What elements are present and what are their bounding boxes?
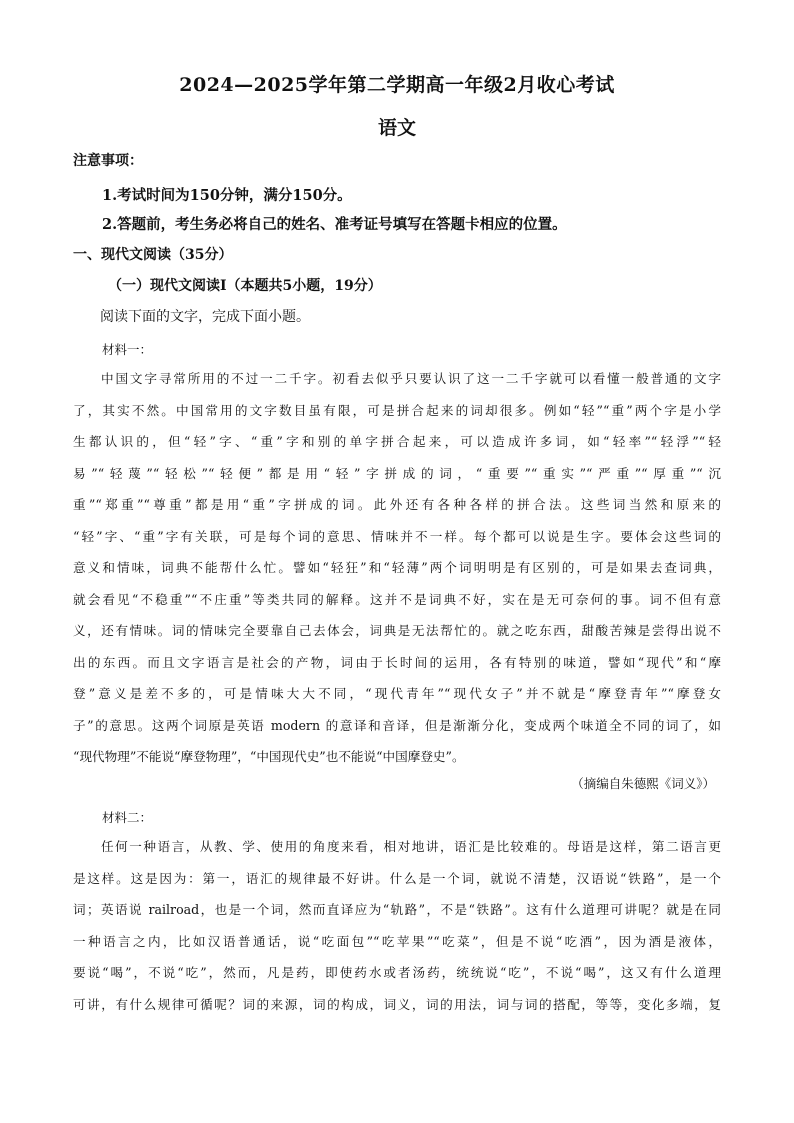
exam-title: 2024—2025学年第二学期高一年级2月收心考试 [179,74,615,96]
exam-subject: 语文 [377,117,416,139]
text-line: 是这样。这是因为：第一，语汇的规律最不好讲。什么是一个词，就说不清楚，汉语说“铁路”，是一个 [73,870,721,886]
text-line: 意义和情味，词典不能帮什么忙。譬如“轻狂”和“轻薄”两个词明明是有区别的，可是如果去查词典， [73,560,721,575]
text-line: 任何一种语言，从教、学、使用的角度来看，相对地讲，语汇是比较难的。母语是这样，第二语言更 [101,839,721,854]
text-line: 子”的意思。这两个词原是英语 modern 的意译和音译，但是渐渐分化，变成两个味道全不同的词了，如 [73,717,721,733]
text-line: 词；英语说 railroad，也是一个词，然而直译应为“轨路”，不是“铁路”。这有什么道理可讲呢？就是在同 [73,902,721,917]
material-1-text [73,363,721,773]
text-line: 生都认识的，但“轻”字、“重”字和别的单字拼合起来，可以造成许多词，如“轻率”“轻浮”“轻 [73,434,721,449]
text-line: “轻”字、“重”字有关联，可是每个词的意思、情味并不一样。每个都可以说是生字。要体会这些词的 [73,528,721,544]
material-1-label: 材料一： [102,342,153,357]
notice-item-2: 2.答题前，考生务必将自己的姓名、准考证号填写在答题卡相应的位置。 [102,216,567,233]
text-line: “现代物理”不能说“摩登物理”，“中国现代史”也不能说“中国摩登史”。 [73,749,465,764]
reading-instruction: 阅读下面的文字，完成下面小题。 [100,309,310,325]
material-2-text [73,831,721,1020]
text-line: 中国文字寻常所用的不过一二千字。初看去似乎只要认识了这一二千字就可以看懂一般普通的文字 [101,371,721,386]
text-line: 就会看见“不稳重”“不庄重”等类共同的解释。这并不是词典不好，实在是无可奈何的事。词不但有意 [73,591,721,607]
text-line: 一种语言之内，比如汉语普通话，说“吃面包”“吃苹果”“吃菜”，但是不说“吃酒”，因为酒是液体， [73,933,721,949]
text-line: 登”意义是差不多的，可是情味大大不同，“现代青年”“现代女子”并不就是“摩登青年”“摩登女 [73,686,721,701]
section-heading: 一、现代文阅读（35分） [73,247,233,263]
notice-item-1: 1.考试时间为150分钟，满分150分。 [102,187,352,204]
text-line: 了，其实不然。中国常用的文字数目虽有限，可是拼合起来的词却很多。例如“轻”“重”两个字是小学 [73,402,721,418]
text-line: 易”“轻蔑”“轻松”“轻便”都是用“轻”字拼成的词，“重要”“重实”“严重”“厚重”“沉 [73,465,721,481]
notice-heading: 注意事项： [73,153,143,169]
text-line: 出的东西。而且文字语言是社会的产物，词由于长时间的运用，各有特别的味道，譬如“现代”和“摩 [73,654,721,670]
material-1-source: （摘编自朱德熙《词义》） [571,776,715,791]
material-2-label: 材料二： [102,810,153,825]
text-line: 重”“郑重”“尊重”都是用“重”字拼成的词。此外还有各种各样的拼合法。这些词当然和原来的 [73,497,721,512]
subsection-heading: （一）现代文阅读Ⅰ（本题共5小题，19分） [108,278,382,294]
text-line: 义，还有情味。词的情味完全要靠自己去体会，词典是无法帮忙的。就之吃东西，甜酸苦辣是尝得出说不 [73,623,721,638]
text-line: 要说“喝”，不说“吃”，然而，凡是药，即使药水或者汤药，统统说“吃”，不说“喝”，这又有什么道理 [73,965,721,980]
text-line: 可讲，有什么规律可循呢？词的来源，词的构成，词义，词的用法，词与词的搭配，等等，变化多端，复 [73,996,721,1012]
